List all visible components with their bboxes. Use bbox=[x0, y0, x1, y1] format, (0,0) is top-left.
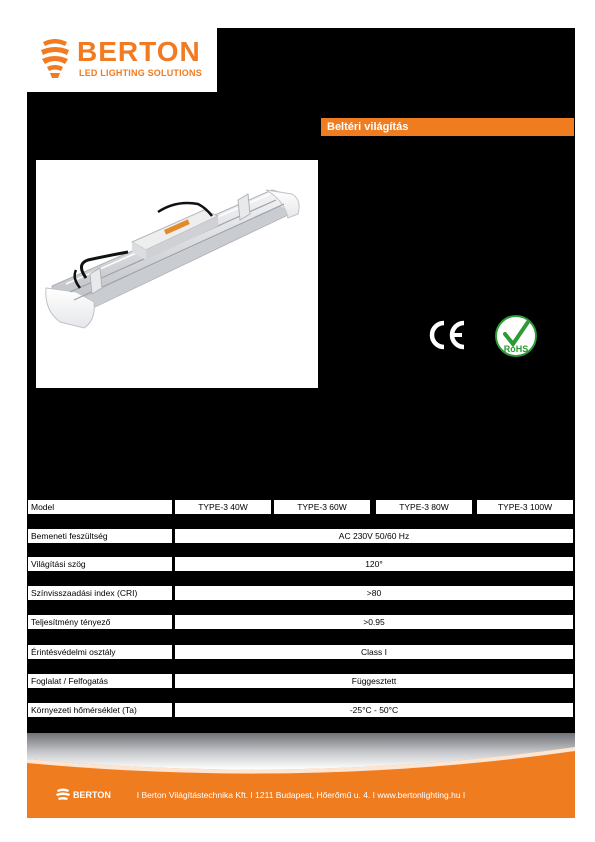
footer-wave bbox=[27, 733, 575, 783]
spec-row-mounting bbox=[28, 674, 573, 688]
spec-row-beam-angle bbox=[28, 557, 573, 571]
spec-label: Színvisszaadási index (CRI) bbox=[28, 586, 172, 600]
spec-label: Teljesítmény tényező bbox=[28, 615, 172, 629]
type-100w: TYPE-3 100W bbox=[477, 500, 573, 514]
spec-row-power-factor bbox=[28, 615, 573, 629]
berton-bulb-icon bbox=[39, 36, 71, 80]
svg-text:RoHS: RoHS bbox=[503, 344, 529, 354]
rohs-badge-icon bbox=[494, 314, 538, 358]
spec-label: Környezeti hőmérséklet (Ta) bbox=[28, 703, 172, 717]
spec-row-input-voltage bbox=[28, 529, 573, 543]
spec-row-model bbox=[28, 500, 573, 514]
spec-value: Függesztett bbox=[175, 674, 573, 688]
footer bbox=[27, 733, 575, 818]
led-linear-highbay-illustration bbox=[36, 160, 318, 388]
spec-label: Bemeneti feszültség bbox=[28, 529, 172, 543]
brand-logo bbox=[27, 28, 217, 92]
spec-label: Model bbox=[28, 500, 172, 514]
brand-tagline: LED LIGHTING SOLUTIONS bbox=[79, 68, 202, 78]
brand-name: BERTON bbox=[77, 36, 201, 67]
product-image bbox=[36, 160, 318, 388]
spec-value: -25°C - 50°C bbox=[175, 703, 573, 717]
spec-label: Foglalat / Felfogatás bbox=[28, 674, 172, 688]
type-80w: TYPE-3 80W bbox=[376, 500, 472, 514]
spec-row-protection-class bbox=[28, 645, 573, 659]
datasheet-background bbox=[27, 28, 575, 818]
spec-label: Világítási szög bbox=[28, 557, 172, 571]
spec-value: AC 230V 50/60 Hz bbox=[175, 529, 573, 543]
type-60w: TYPE-3 60W bbox=[274, 500, 370, 514]
ce-mark-icon bbox=[426, 318, 468, 352]
footer-contact-text: I Berton Világítástechnika Kft. I 1211 Budapest, Hőerőmű u. 4. I www.bertonlighting.hu I bbox=[136, 790, 466, 800]
type-40w: TYPE-3 40W bbox=[175, 500, 271, 514]
spec-value: >0.95 bbox=[175, 615, 573, 629]
footer-brand-name: BERTON bbox=[73, 790, 111, 800]
spec-row-cri bbox=[28, 586, 573, 600]
spec-label: Érintésvédelmi osztály bbox=[28, 645, 172, 659]
spec-row-ambient-temp bbox=[28, 703, 573, 717]
spec-value: 120° bbox=[175, 557, 573, 571]
spec-value: Class I bbox=[175, 645, 573, 659]
category-title: Beltéri világítás bbox=[321, 118, 574, 136]
spec-value: >80 bbox=[175, 586, 573, 600]
